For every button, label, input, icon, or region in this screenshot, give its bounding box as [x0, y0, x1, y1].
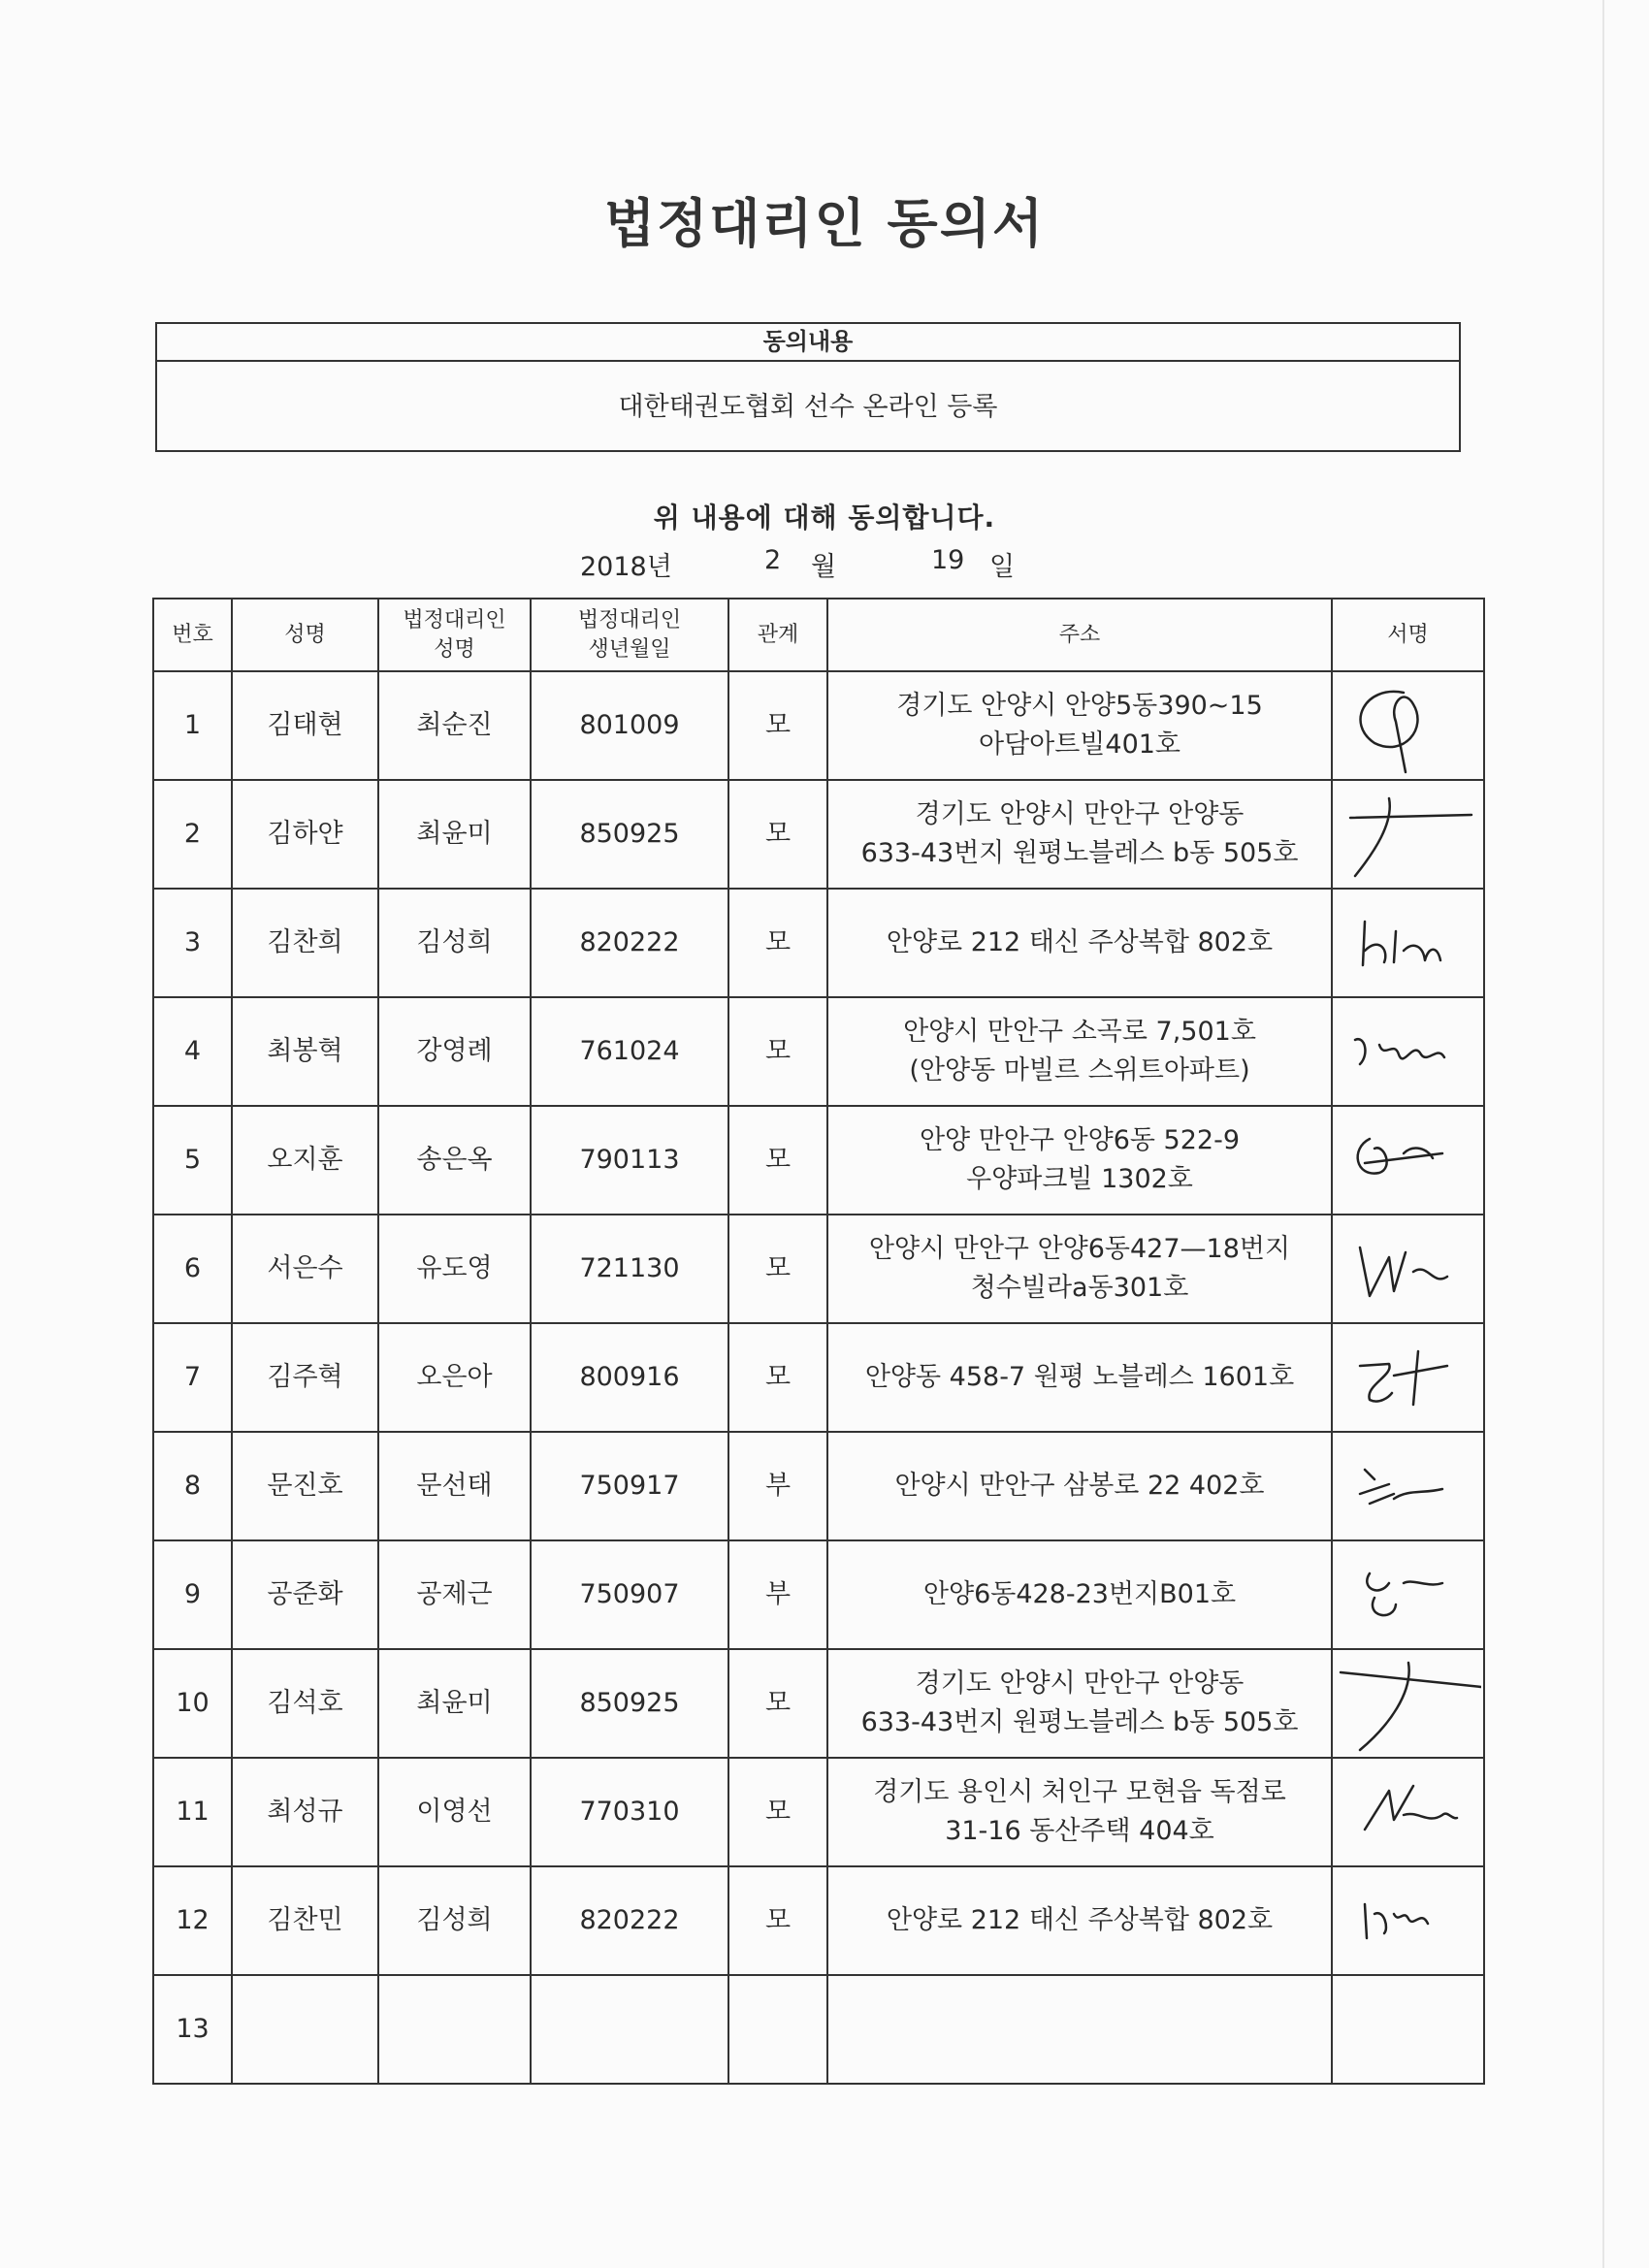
table-row — [153, 1323, 1484, 1432]
address-line-1: 안양로 212 태신 주상복합 802호 — [886, 927, 1274, 957]
date-line — [0, 545, 1649, 584]
cell-address — [827, 671, 1332, 780]
cell-signature — [1332, 1432, 1484, 1540]
table-row — [153, 671, 1484, 780]
cell-no: 10 — [153, 1649, 232, 1758]
date-month: 2 — [764, 545, 782, 575]
address-line-1: 경기도 용인시 처인구 모현읍 독점로 — [873, 1777, 1286, 1807]
cell-guardian-name: 최윤미 — [378, 1649, 531, 1758]
cell-address — [827, 1432, 1332, 1540]
handwritten-signature — [1336, 1110, 1481, 1212]
cell-relation: 모 — [728, 889, 827, 997]
cell-name — [232, 1975, 378, 2084]
cell-signature — [1332, 1649, 1484, 1758]
cell-relation: 모 — [728, 1866, 827, 1975]
address-line-2: 우양파크빌 1302호 — [966, 1164, 1193, 1194]
address-line-2: 청수빌라a동301호 — [970, 1273, 1189, 1303]
cell-signature — [1332, 997, 1484, 1106]
cell-signature — [1332, 671, 1484, 780]
header-signature: 서명 — [1332, 599, 1484, 671]
cell-signature — [1332, 1215, 1484, 1323]
cell-address — [827, 1106, 1332, 1215]
cell-relation: 부 — [728, 1432, 827, 1540]
cell-name: 최봉혁 — [232, 997, 378, 1106]
date-day-unit: 일 — [989, 552, 1016, 582]
header-guardian-birth: 법정대리인 생년월일 — [531, 599, 728, 671]
table-header-row — [153, 599, 1484, 671]
handwritten-signature — [1336, 1653, 1481, 1755]
table-row — [153, 780, 1484, 889]
cell-guardian-birth: 750917 — [531, 1432, 728, 1540]
cell-no: 6 — [153, 1215, 232, 1323]
cell-guardian-name — [378, 1975, 531, 2084]
cell-guardian-name: 김성희 — [378, 1866, 531, 1975]
cell-no: 3 — [153, 889, 232, 997]
cell-relation: 모 — [728, 1323, 827, 1432]
header-address: 주소 — [827, 599, 1332, 671]
table-row — [153, 1540, 1484, 1649]
cell-signature — [1332, 1866, 1484, 1975]
page-title: 법정대리인 동의서 — [603, 193, 1046, 254]
consent-box — [155, 322, 1461, 452]
handwritten-signature — [1336, 784, 1481, 886]
cell-no: 8 — [153, 1432, 232, 1540]
handwritten-signature — [1336, 1218, 1481, 1320]
date-day: 19 — [931, 545, 965, 575]
handwritten-signature — [1336, 675, 1481, 777]
cell-address — [827, 1975, 1332, 2084]
consent-header: 동의내용 — [157, 324, 1459, 362]
cell-no: 9 — [153, 1540, 232, 1649]
date-month-unit: 월 — [811, 552, 837, 582]
consent-content: 대한태권도협회 선수 온라인 등록 — [618, 392, 998, 422]
date-year: 2018년 — [580, 552, 672, 582]
address-line-1: 안양시 만안구 소곡로 7,501호 — [903, 1017, 1256, 1047]
agree-statement: 위 내용에 대해 동의합니다. — [653, 502, 996, 534]
cell-relation: 모 — [728, 1215, 827, 1323]
cell-signature — [1332, 1758, 1484, 1866]
cell-no: 11 — [153, 1758, 232, 1866]
cell-address — [827, 1323, 1332, 1432]
address-line-2: (안양동 마빌르 스위트아파트) — [909, 1055, 1250, 1085]
cell-no: 2 — [153, 780, 232, 889]
cell-address — [827, 889, 1332, 997]
cell-guardian-birth: 750907 — [531, 1540, 728, 1649]
header-name: 성명 — [232, 599, 378, 671]
cell-guardian-name: 이영선 — [378, 1758, 531, 1866]
cell-name: 김찬희 — [232, 889, 378, 997]
cell-name: 문진호 — [232, 1432, 378, 1540]
cell-guardian-name: 송은옥 — [378, 1106, 531, 1215]
table-row — [153, 1975, 1484, 2084]
address-line-1: 경기도 안양시 안양5동390~15 — [896, 691, 1263, 721]
address-line-1: 안양시 만안구 삼봉로 22 402호 — [894, 1471, 1265, 1501]
cell-guardian-name: 최순진 — [378, 671, 531, 780]
cell-signature — [1332, 1323, 1484, 1432]
cell-relation — [728, 1975, 827, 2084]
cell-relation: 모 — [728, 671, 827, 780]
cell-guardian-birth: 850925 — [531, 780, 728, 889]
cell-guardian-birth: 761024 — [531, 997, 728, 1106]
handwritten-signature — [1336, 892, 1481, 994]
table-row — [153, 1649, 1484, 1758]
cell-address — [827, 997, 1332, 1106]
cell-address — [827, 1758, 1332, 1866]
cell-signature — [1332, 889, 1484, 997]
cell-relation: 모 — [728, 1649, 827, 1758]
header-guardian-name: 법정대리인 성명 — [378, 599, 531, 671]
cell-guardian-name: 유도영 — [378, 1215, 531, 1323]
header-no: 번호 — [153, 599, 232, 671]
cell-relation: 모 — [728, 997, 827, 1106]
cell-name: 공준화 — [232, 1540, 378, 1649]
cell-name: 서은수 — [232, 1215, 378, 1323]
table-row — [153, 889, 1484, 997]
cell-name: 김찬민 — [232, 1866, 378, 1975]
cell-name: 김석호 — [232, 1649, 378, 1758]
cell-signature — [1332, 1975, 1484, 2084]
cell-guardian-birth: 800916 — [531, 1323, 728, 1432]
address-line-2: 633-43번지 원평노블레스 b동 505호 — [860, 838, 1299, 868]
cell-relation: 모 — [728, 1106, 827, 1215]
cell-guardian-birth: 790113 — [531, 1106, 728, 1215]
cell-relation: 모 — [728, 1758, 827, 1866]
cell-name: 최성규 — [232, 1758, 378, 1866]
table-row — [153, 1758, 1484, 1866]
table-row — [153, 1866, 1484, 1975]
cell-signature — [1332, 1106, 1484, 1215]
cell-address — [827, 1215, 1332, 1323]
cell-name: 김태현 — [232, 671, 378, 780]
table-row — [153, 997, 1484, 1106]
handwritten-signature — [1336, 1544, 1481, 1646]
cell-guardian-name: 최윤미 — [378, 780, 531, 889]
cell-name: 김하얀 — [232, 780, 378, 889]
table-row — [153, 1432, 1484, 1540]
cell-address — [827, 780, 1332, 889]
cell-no: 5 — [153, 1106, 232, 1215]
cell-no: 7 — [153, 1323, 232, 1432]
cell-guardian-birth: 820222 — [531, 889, 728, 997]
address-line-1: 안양로 212 태신 주상복합 802호 — [886, 1905, 1274, 1935]
cell-address — [827, 1866, 1332, 1975]
cell-guardian-name: 문선태 — [378, 1432, 531, 1540]
cell-address — [827, 1540, 1332, 1649]
address-line-2: 아담아트빌401호 — [978, 729, 1181, 760]
scan-edge — [1602, 0, 1604, 2268]
table-row — [153, 1106, 1484, 1215]
handwritten-signature — [1336, 1001, 1481, 1103]
cell-signature — [1332, 1540, 1484, 1649]
cell-guardian-name: 강영례 — [378, 997, 531, 1106]
cell-guardian-name: 오은아 — [378, 1323, 531, 1432]
handwritten-signature — [1336, 1762, 1481, 1863]
guardian-table — [152, 598, 1485, 2085]
cell-guardian-birth: 850925 — [531, 1649, 728, 1758]
address-line-1: 안양 만안구 안양6동 522-9 — [919, 1125, 1241, 1155]
address-line-1: 안양시 만안구 안양6동427—18번지 — [868, 1234, 1291, 1264]
cell-guardian-birth: 721130 — [531, 1215, 728, 1323]
cell-no: 12 — [153, 1866, 232, 1975]
handwritten-signature — [1336, 1327, 1481, 1429]
cell-guardian-birth: 770310 — [531, 1758, 728, 1866]
address-line-1: 경기도 안양시 만안구 안양동 — [915, 799, 1245, 829]
handwritten-signature — [1336, 1436, 1481, 1538]
cell-no: 1 — [153, 671, 232, 780]
table-row — [153, 1215, 1484, 1323]
cell-relation: 부 — [728, 1540, 827, 1649]
cell-name: 오지훈 — [232, 1106, 378, 1215]
cell-no: 4 — [153, 997, 232, 1106]
cell-address — [827, 1649, 1332, 1758]
cell-guardian-birth — [531, 1975, 728, 2084]
cell-guardian-birth: 801009 — [531, 671, 728, 780]
cell-no: 13 — [153, 1975, 232, 2084]
cell-guardian-name: 공제근 — [378, 1540, 531, 1649]
address-line-1: 경기도 안양시 만안구 안양동 — [915, 1669, 1245, 1699]
address-line-1: 안양6동428-23번지B01호 — [922, 1579, 1237, 1609]
cell-name: 김주혁 — [232, 1323, 378, 1432]
address-line-2: 31-16 동산주택 404호 — [945, 1816, 1214, 1846]
address-line-1: 안양동 458-7 원평 노블레스 1601호 — [864, 1362, 1295, 1392]
cell-relation: 모 — [728, 780, 827, 889]
handwritten-signature — [1336, 1870, 1481, 1972]
cell-guardian-birth: 820222 — [531, 1866, 728, 1975]
header-relation: 관계 — [728, 599, 827, 671]
cell-guardian-name: 김성희 — [378, 889, 531, 997]
cell-signature — [1332, 780, 1484, 889]
address-line-2: 633-43번지 원평노블레스 b동 505호 — [860, 1707, 1299, 1737]
